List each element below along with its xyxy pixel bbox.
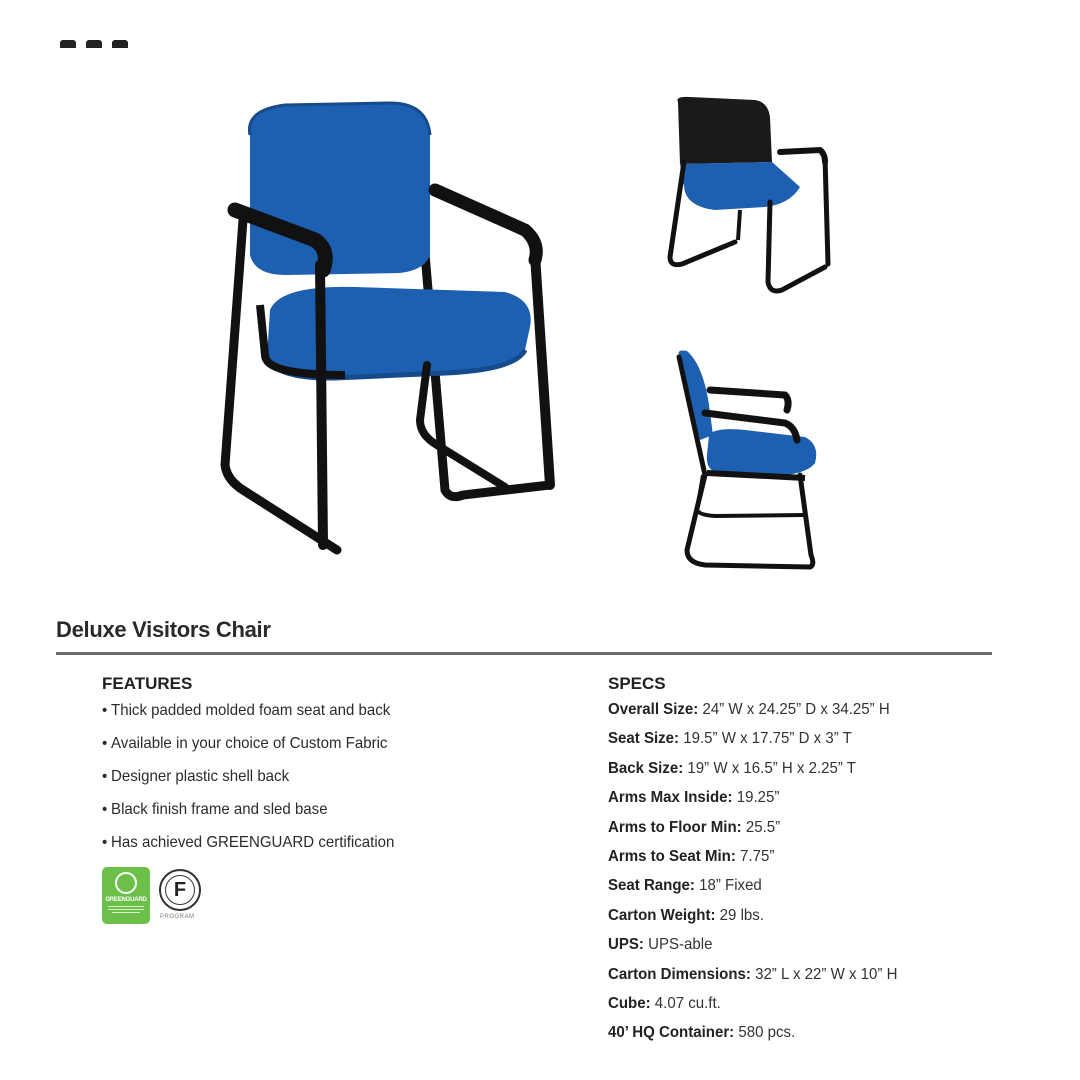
spec-row	[608, 875, 897, 904]
spec-label: Arms to Seat Min:	[608, 847, 736, 865]
spec-value: 32” L x 22” W x 10” H	[755, 965, 898, 983]
rear-view-chair-image	[660, 92, 840, 302]
specs-list	[608, 699, 916, 1052]
f-certification-badge	[159, 869, 201, 911]
spec-row	[608, 758, 897, 787]
spec-label: Seat Size:	[608, 730, 680, 748]
spec-label: 40’ HQ Container:	[608, 1024, 735, 1042]
feature-item: • Has achieved GREENGUARD certification	[102, 832, 394, 865]
spec-label: Arms Max Inside:	[608, 789, 733, 807]
spec-label: Carton Dimensions:	[608, 965, 751, 983]
spec-row	[608, 699, 897, 728]
greenguard-badge	[102, 867, 150, 924]
features-heading: FEATURES	[102, 674, 193, 693]
feature-item: • Black finish frame and sled base	[102, 799, 394, 832]
features-list	[102, 700, 413, 865]
feature-item: • Available in your choice of Custom Fabric	[102, 733, 394, 766]
product-title: Deluxe Visitors Chair	[56, 617, 271, 642]
specs-heading: SPECS	[608, 674, 666, 693]
spec-row	[608, 993, 897, 1022]
spec-value: 19.5” W x 17.75” D x 3” T	[683, 730, 852, 748]
main-chair-image	[205, 95, 575, 565]
spec-row	[608, 728, 897, 757]
side-view-chair-image	[665, 345, 830, 575]
f-badge-caption: PROGRAM	[160, 914, 195, 920]
spec-row	[608, 964, 897, 993]
spec-label: Arms to Floor Min:	[608, 818, 742, 836]
title-divider	[56, 652, 992, 655]
spec-label: Seat Range:	[608, 877, 695, 895]
spec-row	[608, 846, 897, 875]
spec-value: 7.75”	[740, 847, 775, 865]
spec-value: 18” Fixed	[699, 877, 762, 895]
spec-value: 25.5”	[745, 818, 781, 836]
greenguard-badge-text: GREENGUARD	[105, 897, 147, 903]
spec-value: UPS-able	[648, 936, 713, 954]
spec-value: 29 lbs.	[719, 906, 764, 924]
spec-value: 19.25”	[736, 789, 780, 807]
spec-value: 4.07 cu.ft.	[654, 994, 721, 1012]
spec-label: Cube:	[608, 994, 651, 1012]
spec-row	[608, 817, 897, 846]
feature-item: • Thick padded molded foam seat and back	[102, 700, 394, 733]
spec-row	[608, 905, 897, 934]
spec-label: UPS:	[608, 936, 644, 954]
spec-value: 580 pcs.	[738, 1024, 796, 1042]
spec-value: 19” W x 16.5” H x 2.25” T	[687, 759, 856, 777]
spec-label: Carton Weight:	[608, 906, 716, 924]
spec-row	[608, 1022, 897, 1051]
spec-value: 24” W x 24.25” D x 34.25” H	[702, 701, 890, 718]
f-logo-icon: F	[165, 875, 195, 905]
spec-row	[608, 934, 897, 963]
spec-label: Back Size:	[608, 759, 684, 777]
cropped-logo-mark	[60, 40, 160, 48]
feature-item: • Designer plastic shell back	[102, 766, 394, 799]
greenguard-logo-icon	[115, 872, 137, 894]
spec-row	[608, 787, 897, 816]
spec-label: Overall Size:	[608, 701, 699, 718]
